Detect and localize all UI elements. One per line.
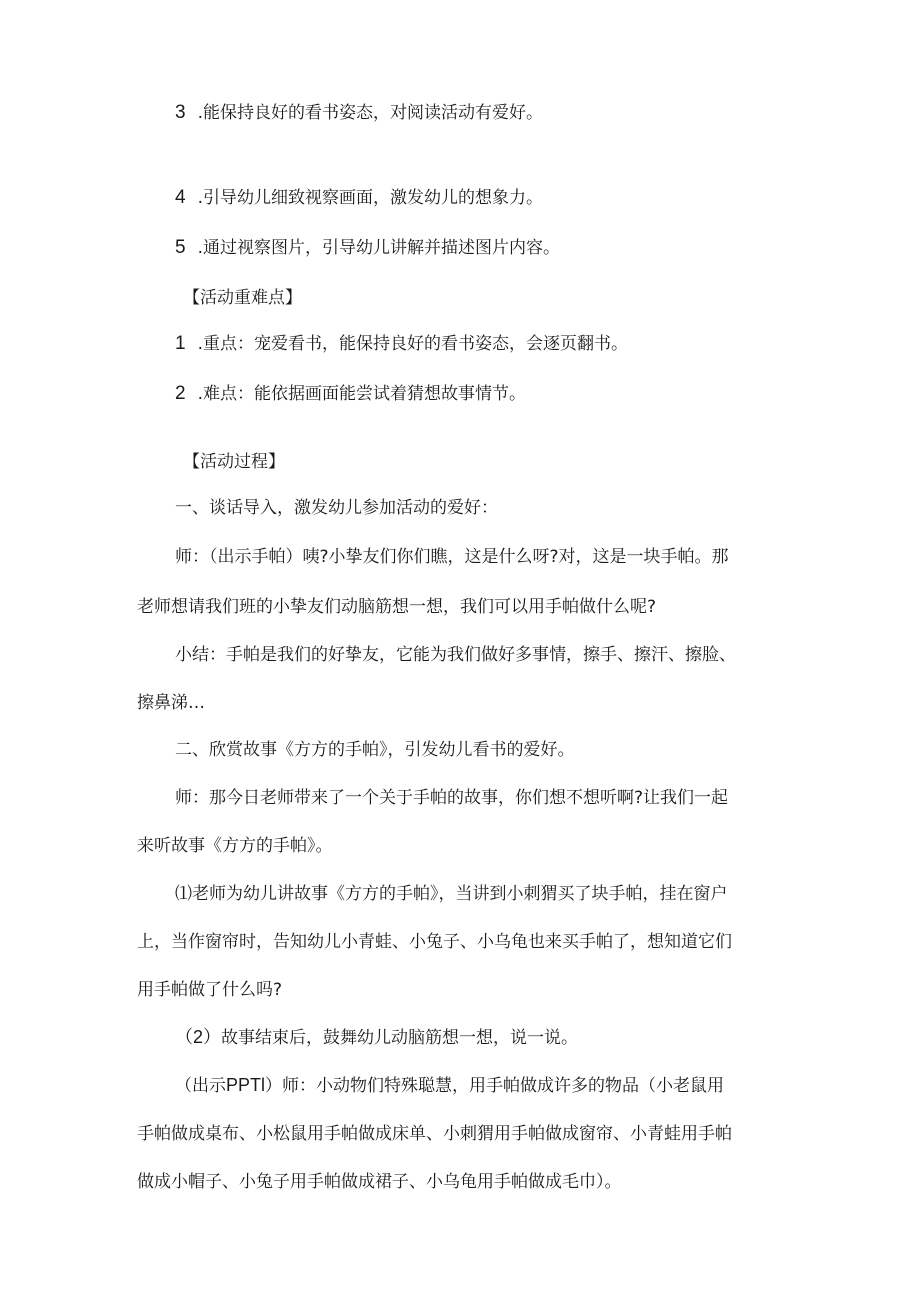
item-text: .通过视察图片，引导幼儿讲解并描述图片内容。 [197, 238, 560, 258]
item-number: 2 [175, 383, 186, 404]
item-number: 1 [175, 333, 186, 354]
step2-text: 故事结束后，鼓舞幼儿动脑筋想一想，说一说。 [221, 1028, 579, 1048]
item-text: .引导幼儿细致视察画面，激发幼儿的想象力。 [197, 188, 543, 208]
key-point-item-1 [175, 333, 628, 355]
section1-summary-line2: 擦鼻涕… [137, 693, 205, 713]
item-number: 4 [175, 187, 186, 208]
objective-item-3 [175, 102, 543, 124]
ppt-rest: ）师：小动物们特殊聪慧，用手帕做成许多的物品（小老鼠用 [265, 1076, 725, 1096]
item-text: .重点：宠爱看书，能保持良好的看书姿态，会逐页翻书。 [197, 334, 628, 354]
step1-line1: ⑴老师为幼儿讲故事《方方的手帕》，当讲到小刺猬买了块手帕，挂在窗户 [175, 884, 728, 904]
process-heading: 【活动过程】 [183, 452, 285, 472]
ppt-line2: 手帕做成桌布、小松鼠用手帕做成床单、小刺猬用手帕做成窗帘、小青蛙用手帕 [137, 1124, 732, 1144]
section2-title: 二、欣赏故事《方方的手帕》，引发幼儿看书的爱好。 [175, 740, 575, 760]
section2-teacher-line1: 师：那今日老师带来了一个关于手帕的故事，你们想不想听啊?让我们一起 [175, 788, 729, 808]
section2-teacher-line2: 来听故事《方方的手帕》。 [137, 836, 333, 856]
ppt-line3: 做成小帽子、小兔子用手帕做成裙子、小乌龟用手帕做成毛巾）。 [137, 1172, 622, 1192]
item-text: .能保持良好的看书姿态，对阅读活动有爱好。 [197, 103, 543, 123]
key-points-heading: 【活动重难点】 [183, 288, 302, 308]
ppt-prefix: （出示 [175, 1076, 226, 1096]
objective-item-5 [175, 237, 560, 259]
objective-item-4 [175, 187, 543, 209]
item-number: 3 [175, 102, 186, 123]
section1-teacher-line1: 师：（出示手帕）咦?小挚友们你们瞧，这是什么呀?对，这是一块手帕。那 [175, 547, 729, 567]
item-number: 5 [175, 237, 186, 258]
key-point-item-2 [175, 383, 526, 405]
section1-summary-line1: 小结：手帕是我们的好挚友，它能为我们做好多事情，擦手、擦汗、擦脸、 [175, 645, 736, 665]
step2-line [175, 1026, 578, 1049]
section1-title: 一、谈话导入，激发幼儿参加活动的爱好： [175, 498, 498, 518]
ppt-line1 [175, 1074, 724, 1097]
step1-line3: 用手帕做了什么吗? [137, 980, 283, 1000]
step1-line2: 上，当作窗帘时，告知幼儿小青蛙、小兔子、小乌龟也来买手帕了，想知道它们 [137, 932, 732, 952]
section1-teacher-line2: 老师想请我们班的小挚友们动脑筋想一想，我们可以用手帕做什么呢? [137, 597, 657, 617]
step2-number: （2） [175, 1027, 222, 1047]
item-text: .难点：能依据画面能尝试着猜想故事情节。 [197, 384, 526, 404]
ppt-code: PPTl [226, 1075, 266, 1095]
